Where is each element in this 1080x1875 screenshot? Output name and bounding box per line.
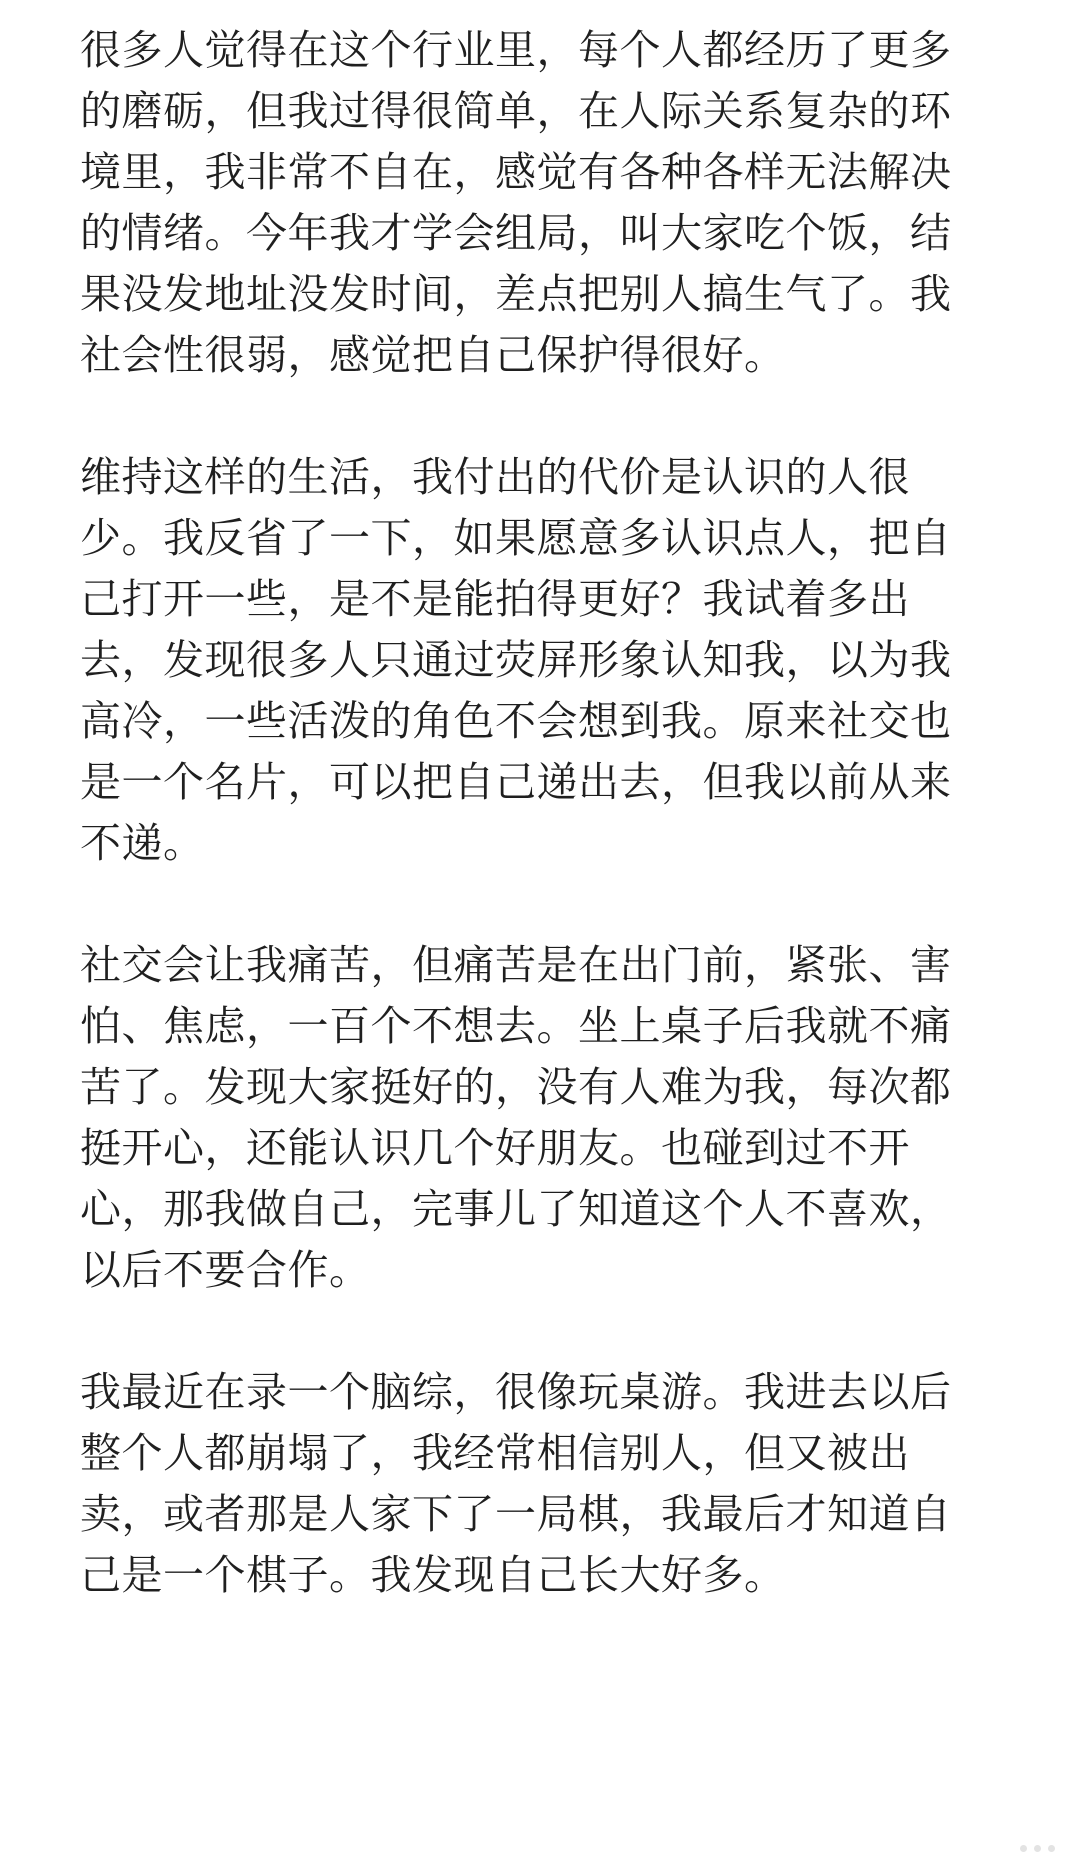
text-line: 我最近在录一个脑综，很像玩桌游。我进去以后: [80, 1368, 952, 1416]
ellipsis-icon[interactable]: [1016, 1833, 1062, 1863]
text-line: 卖，或者那是人家下了一局棋，我最后才知道自: [80, 1490, 952, 1538]
text-line: 怕、焦虑，一百个不想去。坐上桌子后我就不痛: [80, 1002, 952, 1050]
article-body: [80, 20, 1020, 1606]
dot: [1034, 1845, 1041, 1852]
dot: [1020, 1845, 1027, 1852]
text-line: 社会性很弱，感觉把自己保护得很好。: [80, 331, 786, 379]
paragraph-4: [80, 1362, 1020, 1606]
text-line: 很多人觉得在这个行业里，每个人都经历了更多: [80, 26, 952, 74]
text-line: 少。我反省了一下，如果愿意多认识点人，把自: [80, 514, 952, 562]
text-line: 的磨砺，但我过得很简单，在人际关系复杂的环: [80, 87, 952, 135]
text-line: 己打开一些，是不是能拍得更好？我试着多出: [80, 575, 910, 623]
text-line: 己是一个棋子。我发现自己长大好多。: [80, 1551, 786, 1599]
text-line: 苦了。发现大家挺好的，没有人难为我，每次都: [80, 1063, 952, 1111]
text-line: 以后不要合作。: [80, 1246, 371, 1294]
text-line: 高冷，一些活泼的角色不会想到我。原来社交也: [80, 697, 952, 745]
text-line: 境里，我非常不自在，感觉有各种各样无法解决: [80, 148, 952, 196]
bottom-fade: [0, 1845, 1080, 1875]
text-line: 是一个名片，可以把自己递出去，但我以前从来: [80, 758, 952, 806]
text-line: 去，发现很多人只通过荧屏形象认知我，以为我: [80, 636, 952, 684]
text-line: 整个人都崩塌了，我经常相信别人，但又被出: [80, 1429, 910, 1477]
text-line: 果没发地址没发时间，差点把别人搞生气了。我: [80, 270, 952, 318]
text-line: 挺开心，还能认识几个好朋友。也碰到过不开: [80, 1124, 910, 1172]
paragraph-1: [80, 20, 1020, 386]
paragraph-3: [80, 935, 1020, 1301]
text-line: 心，那我做自己，完事儿了知道这个人不喜欢，: [80, 1185, 952, 1233]
text-line: 社交会让我痛苦，但痛苦是在出门前，紧张、害: [80, 941, 952, 989]
dot: [1048, 1845, 1055, 1852]
text-line: 维持这样的生活，我付出的代价是认识的人很: [80, 453, 910, 501]
text-line: 的情绪。今年我才学会组局，叫大家吃个饭，结: [80, 209, 952, 257]
text-line: 不递。: [80, 819, 205, 867]
paragraph-2: [80, 447, 1020, 874]
